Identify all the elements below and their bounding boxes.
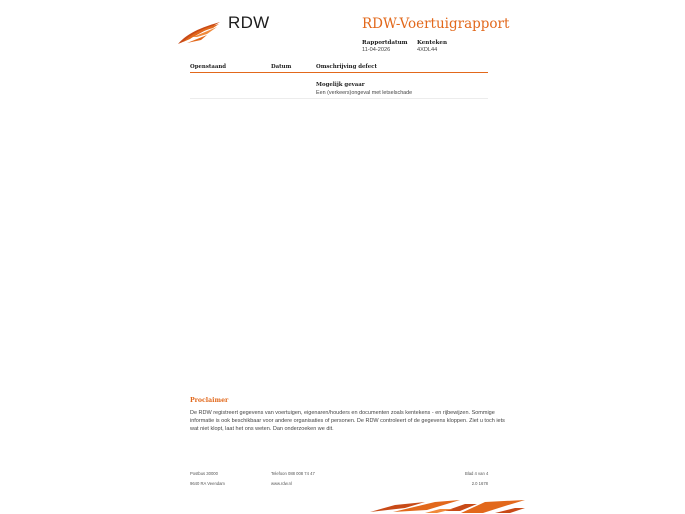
footer-postcode: 9640 RA Veendam bbox=[190, 481, 225, 486]
table-row-divider bbox=[190, 98, 488, 99]
column-header-openstaand: Openstaand bbox=[190, 64, 227, 70]
footer-website: www.rdw.nl bbox=[271, 481, 292, 486]
plate-label: Kenteken bbox=[417, 40, 448, 46]
report-date-value: 11-04-2026 bbox=[362, 47, 391, 53]
report-date-label: Rapportdatum bbox=[362, 40, 408, 46]
rdw-stripes-icon bbox=[365, 496, 525, 514]
plate-value: 4XDL44 bbox=[417, 47, 438, 53]
disclaimer-title: Proclaimer bbox=[190, 397, 229, 404]
footer-postbus: Postbus 30000 bbox=[190, 471, 218, 476]
disclaimer-text: De RDW registreert gegevens van voertuigen, eigenaren/houders en documenten zoals kentekens - en rijbewijzen. Sommige informatie is ook beschikbaar voor andere organisaties of personen. De RDW controleert of de gegevens kloppen. Ziet u toch iets wat niet klopt, laat het ons weten. Dan onderzoeken we dit. bbox=[190, 410, 505, 433]
footer-version: 2.0 1678 bbox=[471, 481, 488, 486]
column-header-datum: Datum bbox=[271, 64, 292, 70]
footer-page-number: Blad 4 van 4 bbox=[465, 471, 489, 476]
logo-text: RDW bbox=[228, 13, 270, 32]
column-header-omschrijving: Omschrijving defect bbox=[316, 64, 377, 70]
rdw-logo-icon bbox=[177, 20, 221, 46]
report-title: RDW-Voertuigrapport bbox=[362, 16, 510, 32]
defect-description: Een (verkeers)ongeval met letselschade bbox=[316, 90, 413, 96]
defect-title: Mogelijk gevaar bbox=[316, 82, 365, 88]
footer-phone: Telefoon 088 008 74 47 bbox=[271, 471, 315, 476]
table-header-divider bbox=[190, 72, 488, 73]
